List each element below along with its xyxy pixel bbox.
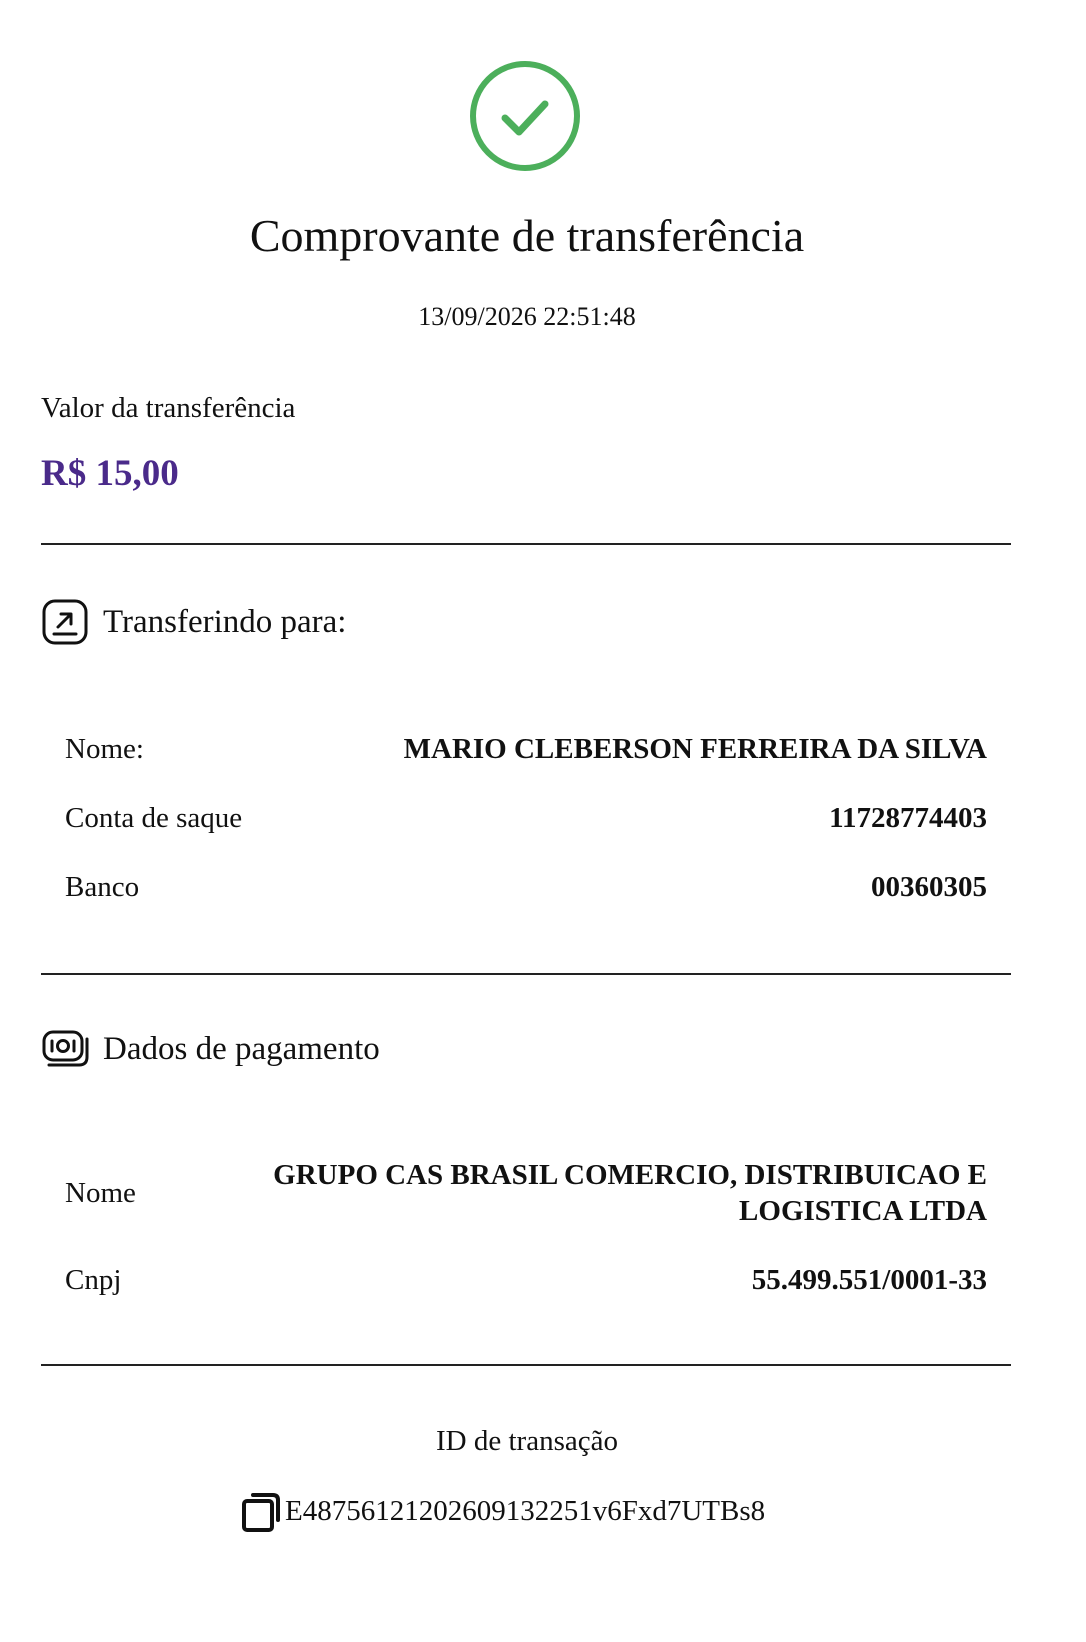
transfer-amount: R$ 15,00: [41, 453, 179, 494]
transaction-id-value: E48756121202609132251v6Fxd7UTBs8: [285, 1495, 766, 1527]
row-label: Conta de saque: [65, 802, 243, 834]
row-label: Nome:: [65, 733, 144, 765]
payer-cnpj-row: [65, 1262, 987, 1298]
payer-name-value: GRUPO CAS BRASIL COMERCIO, DISTRIBUICAO E LOGISTICA LTDA: [273, 1159, 987, 1227]
recipient-account-row: [65, 800, 987, 836]
row-label: Banco: [65, 871, 140, 903]
divider: [41, 973, 1011, 975]
recipient-name-value: MARIO CLEBERSON FERREIRA DA SILVA: [403, 733, 987, 765]
check-circle-icon: [467, 58, 583, 174]
row-label: Nome: [65, 1177, 136, 1209]
transfer-datetime: 13/09/2026 22:51:48: [418, 302, 636, 331]
transfer-arrow-icon: [41, 598, 89, 646]
recipient-section-title: Transferindo para:: [103, 604, 347, 640]
row-label: Cnpj: [65, 1264, 122, 1296]
divider: [41, 543, 1011, 545]
recipient-name-row: [65, 731, 987, 767]
page-title: Comprovante de transferência: [249, 210, 805, 261]
money-bills-icon: [41, 1025, 89, 1073]
recipient-bank-value: 00360305: [871, 871, 987, 903]
amount-label: Valor da transferência: [41, 392, 296, 424]
copy-icon[interactable]: [241, 1489, 283, 1533]
transaction-id-label: ID de transação: [436, 1425, 618, 1457]
payer-name-row: [65, 1157, 987, 1229]
recipient-account-value: 11728774403: [829, 802, 987, 834]
divider: [41, 1364, 1011, 1366]
payment-section-header: [41, 1025, 380, 1073]
transaction-id: [241, 1488, 765, 1534]
recipient-section-header: [41, 598, 346, 646]
recipient-bank-row: [65, 869, 987, 905]
payment-section-title: Dados de pagamento: [103, 1031, 380, 1067]
payer-cnpj-value: 55.499.551/0001-33: [751, 1264, 987, 1296]
